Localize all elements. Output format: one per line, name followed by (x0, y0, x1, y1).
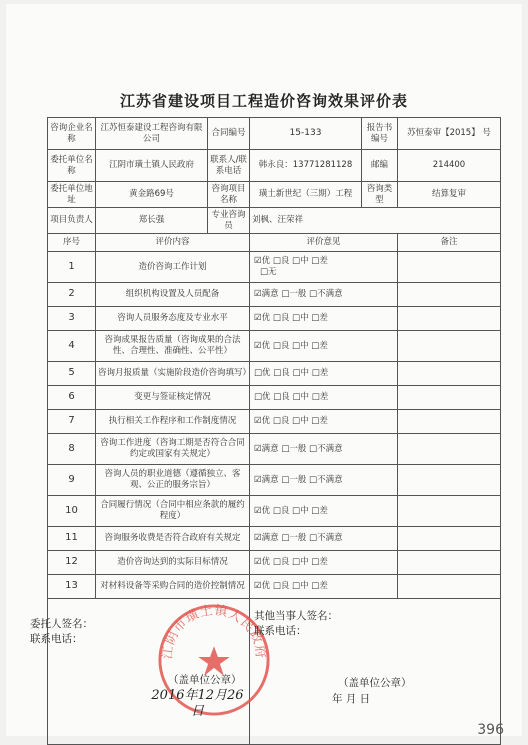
row-opinion: □优 □良 □中 □差 (250, 386, 398, 410)
row-opinion: □优 □良 □中 □差 (250, 362, 398, 386)
postcode-value: 214400 (398, 150, 501, 182)
header-remark: 备注 (398, 234, 501, 252)
leader-label: 项目负责人 (48, 208, 96, 234)
consult-company-value: 江苏恒泰建设工程咨询有限公司 (96, 118, 208, 150)
row-opinion: ☑满意 □一般 □不满意 (250, 434, 398, 465)
row-opinion: ☑优 □良 □中 □差 (250, 331, 398, 362)
row-content: 咨询服务收费是否符合政府有关规定 (96, 527, 250, 551)
row-remark (398, 331, 501, 362)
row-number: 9 (48, 465, 96, 496)
row-remark (398, 575, 501, 599)
project-label: 咨询项目名称 (208, 182, 250, 208)
table-row (48, 434, 501, 465)
table-row (48, 410, 501, 434)
row-number: 3 (48, 307, 96, 331)
client-sign-label: 委托人签名： (30, 618, 93, 630)
row-remark (398, 362, 501, 386)
row-remark (398, 410, 501, 434)
row-remark (398, 307, 501, 331)
row-remark (398, 434, 501, 465)
other-phone-label: 联系电话： (254, 625, 307, 637)
row-content: 咨询月报质量（实施阶段造价咨询填写） (96, 362, 250, 386)
row-opinion: ☑优 □良 □中 □差 (250, 551, 398, 575)
opinion-extra-option: □无 (260, 267, 277, 277)
postcode-label: 邮编 (362, 150, 398, 182)
client-label: 委托单位名称 (48, 150, 96, 182)
consult-company-label: 咨询企业名称 (48, 118, 96, 150)
other-date-label: 年 月 日 (332, 693, 371, 705)
row-number: 13 (48, 575, 96, 599)
row-number: 10 (48, 496, 96, 527)
client-phone-label: 联系电话： (30, 633, 83, 645)
row-number: 11 (48, 527, 96, 551)
other-party-signature-cell (250, 599, 501, 745)
form-title: 江苏省建设项目工程造价咨询效果评价表 (119, 92, 408, 110)
specialist-label: 专业咨询员 (208, 208, 250, 234)
row-number: 4 (48, 331, 96, 362)
table-row (48, 331, 501, 362)
row-remark (398, 465, 501, 496)
page-number: 396 (477, 722, 504, 738)
consult-type-label: 咨询类型 (362, 182, 398, 208)
header-opinion: 评价意见 (250, 234, 398, 252)
row-opinion: ☑优 □良 □中 □差 (250, 575, 398, 599)
client-value: 江阴市璜土镇人民政府 (96, 150, 208, 182)
row-remark (398, 496, 501, 527)
row-remark (398, 252, 501, 283)
other-seal-label: （盖单位公章） (338, 677, 412, 689)
row-number: 2 (48, 283, 96, 307)
contact-label: 联系人/联系电话 (208, 150, 250, 182)
table-row (48, 496, 501, 527)
table-row (48, 362, 501, 386)
table-row (48, 465, 501, 496)
opinion-options: ☑优 □良 □中 □差 (254, 256, 328, 267)
contact-value: 韩永良：13771281128 (250, 150, 362, 182)
row-number: 5 (48, 362, 96, 386)
header-no: 序号 (48, 234, 96, 252)
table-row (48, 386, 501, 410)
address-label: 委托单位地址 (48, 182, 96, 208)
row-opinion: ☑优 □良 □中 □差 (250, 307, 398, 331)
client-signature-cell (30, 599, 268, 745)
other-sign-label: 其他当事人签名： (254, 610, 338, 622)
row-remark (398, 551, 501, 575)
address-value: 黄金路69号 (96, 182, 208, 208)
row-opinion: ☑优 □良 □中 □差 (250, 410, 398, 434)
specialist-value: 刘枫、汪荣祥 (250, 208, 501, 234)
row-remark (398, 283, 501, 307)
report-no-label: 报告书编号 (362, 118, 398, 150)
row-remark (398, 386, 501, 410)
table-row (48, 575, 501, 599)
row-content: 咨询成果报告质量（咨询成果的合法性、合理性、准确性、公平性） (96, 331, 250, 362)
contract-no-label: 合同编号 (208, 118, 250, 150)
row-number: 1 (48, 252, 96, 283)
row-opinion (250, 252, 398, 283)
evaluation-form-table (30, 117, 501, 745)
table-row (48, 283, 501, 307)
row-content: 咨询人员的职业道德（遵循独立、客观、公正的服务宗旨） (96, 465, 250, 496)
client-sign-date: 2016年12月26日 (151, 688, 244, 720)
table-row (48, 252, 501, 283)
row-content: 造价咨询工作计划 (96, 252, 250, 283)
row-number: 12 (48, 551, 96, 575)
client-seal-label: （盖单位公章） (168, 674, 242, 686)
row-content: 变更与签证核定情况 (96, 386, 250, 410)
row-number: 7 (48, 410, 96, 434)
row-content: 对材料设备等采购合同的造价控制情况 (96, 575, 250, 599)
leader-value: 郑长强 (96, 208, 208, 234)
contract-no-value: 15-133 (250, 118, 362, 150)
table-row (48, 527, 501, 551)
row-content: 组织机构设置及人员配备 (96, 283, 250, 307)
project-value: 璜土新世纪（三期）工程 (250, 182, 362, 208)
report-no-value: 苏恒泰审【2015】 号 (398, 118, 501, 150)
row-content: 执行相关工作程序和工作制度情况 (96, 410, 250, 434)
row-content: 造价咨询达到的实际目标情况 (96, 551, 250, 575)
row-content: 咨询人员服务态度及专业水平 (96, 307, 250, 331)
row-opinion: ☑满意 □一般 □不满意 (250, 465, 398, 496)
row-opinion: ☑满意 □一般 □不满意 (250, 527, 398, 551)
table-row (48, 307, 501, 331)
header-content: 评价内容 (96, 234, 250, 252)
row-number: 6 (48, 386, 96, 410)
row-content: 咨询工作进度（咨询工期是否符合合同约定或国家有关规定） (96, 434, 250, 465)
row-content: 合同履行情况（合同中相应条款的履约程度） (96, 496, 250, 527)
row-opinion: ☑满意 □一般 □不满意 (250, 283, 398, 307)
row-remark (398, 527, 501, 551)
svg-text:江阴市璜土镇人民政府: 江阴市璜土镇人民政府 (160, 603, 268, 660)
table-row (48, 551, 501, 575)
row-number: 8 (48, 434, 96, 465)
consult-type-value: 结算复审 (398, 182, 501, 208)
row-opinion: ☑优 □良 □中 □差 (250, 496, 398, 527)
